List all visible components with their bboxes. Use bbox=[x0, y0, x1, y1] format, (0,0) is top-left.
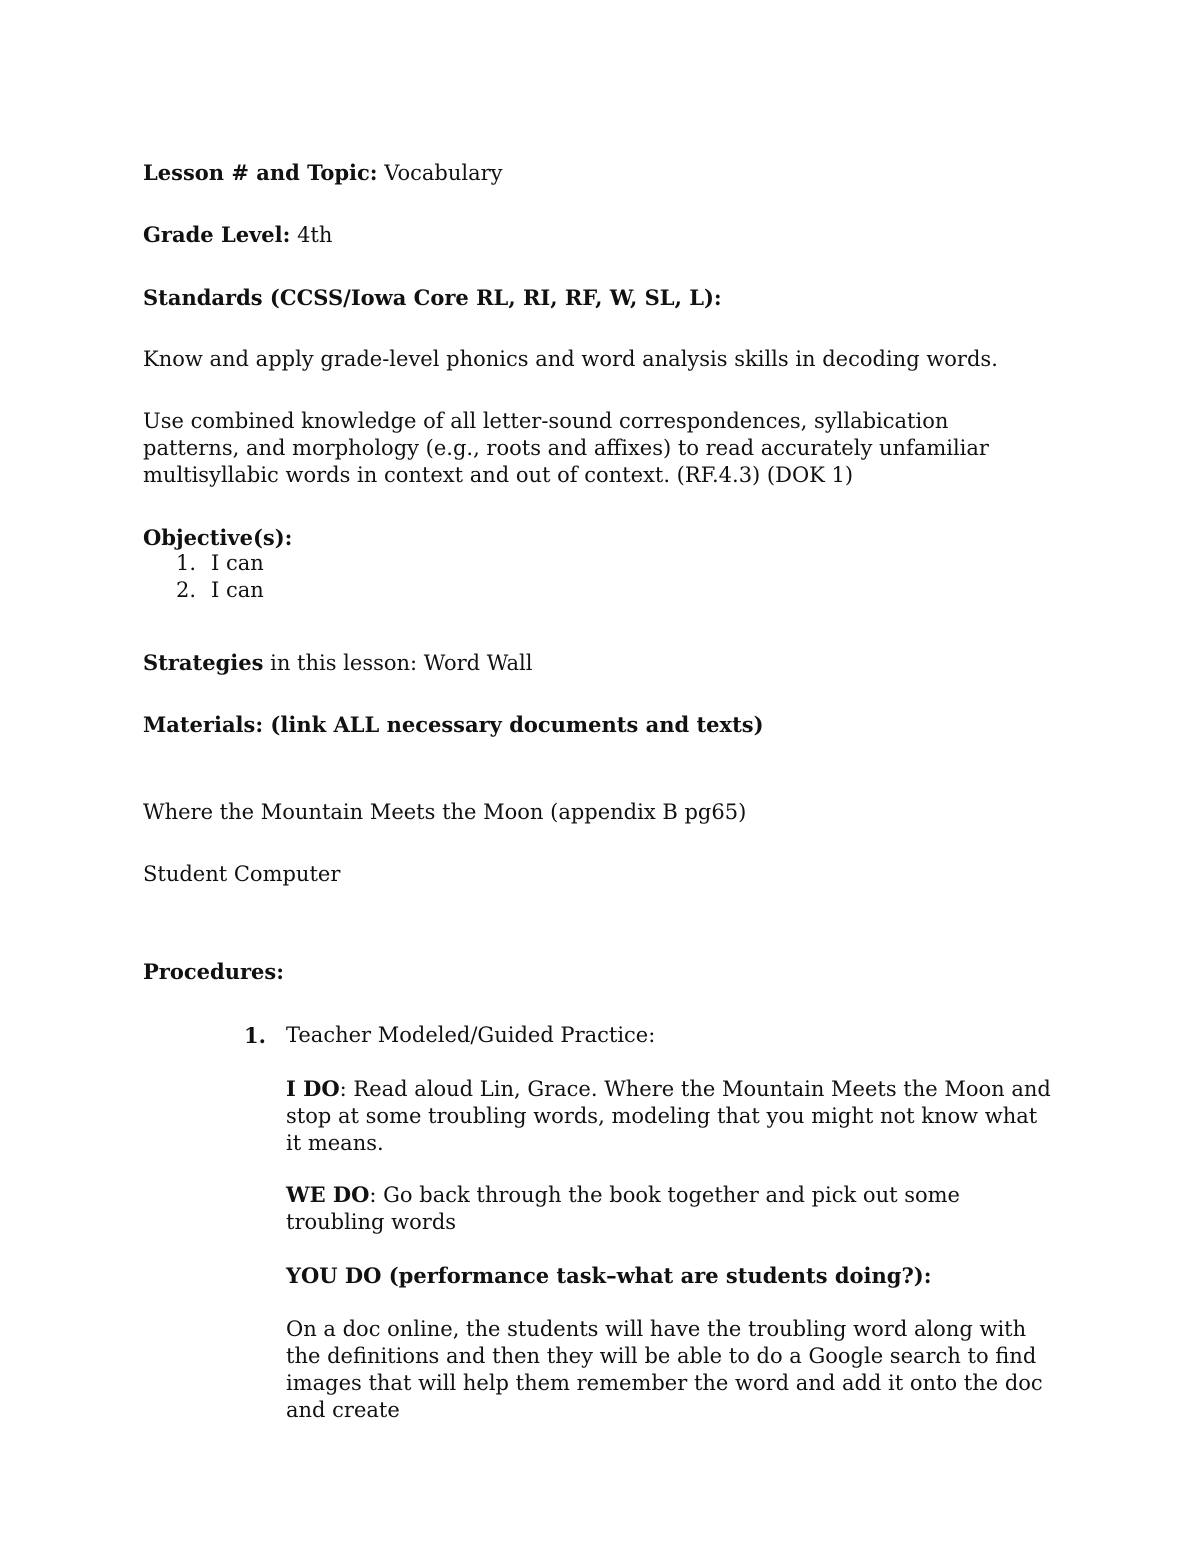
objective-number: 1. bbox=[176, 551, 197, 575]
procedure-step-number: 1. bbox=[244, 1023, 266, 1048]
you-do-heading: YOU DO (performance task–what are students doing?): bbox=[286, 1263, 932, 1288]
i-do-label: I DO bbox=[286, 1076, 340, 1101]
you-do-paragraph: On a doc online, the students will have the troubling word along with the definitions and then they will be able to do a Google search to find images that will help them remember the word and add it onto the doc and create bbox=[286, 1317, 1043, 1422]
objective-text: I can bbox=[211, 578, 264, 602]
grade-level-line bbox=[143, 221, 332, 249]
we-do-label: WE DO bbox=[286, 1182, 370, 1207]
objective-number: 2. bbox=[176, 578, 197, 602]
procedures-heading: Procedures: bbox=[143, 959, 284, 984]
objective-text: I can bbox=[211, 551, 264, 575]
i-do-paragraph bbox=[286, 1075, 1056, 1157]
lesson-topic-value: Vocabulary bbox=[377, 161, 503, 185]
materials-heading: Materials: (link ALL necessary documents and texts) bbox=[143, 712, 764, 737]
objective-item bbox=[176, 550, 264, 577]
standard-line-1: Know and apply grade-level phonics and word analysis skills in decoding words. bbox=[143, 347, 998, 371]
material-item-computer: Student Computer bbox=[143, 862, 341, 886]
strategies-line bbox=[143, 649, 532, 677]
objectives-heading: Objective(s): bbox=[143, 525, 293, 550]
procedure-step-title: Teacher Modeled/Guided Practice: bbox=[286, 1023, 656, 1047]
objective-item bbox=[176, 577, 264, 604]
we-do-paragraph bbox=[286, 1181, 1056, 1236]
lesson-topic-label: Lesson # and Topic: bbox=[143, 160, 378, 185]
we-do-text: : Go back through the book together and pick out some troubling words bbox=[286, 1183, 960, 1234]
strategies-text: in this lesson: Word Wall bbox=[263, 651, 533, 675]
material-item-book: Where the Mountain Meets the Moon (appendix B pg65) bbox=[143, 800, 747, 824]
grade-level-value: 4th bbox=[290, 223, 333, 247]
standard-paragraph: Use combined knowledge of all letter-sound correspondences, syllabication patterns, and morphology (e.g., roots and affixes) to read accurately unfamiliar multisyllabic words in context and out of context. (RF.4.3) (DOK 1) bbox=[143, 409, 989, 487]
i-do-text: : Read aloud Lin, Grace. Where the Mountain Meets the Moon and stop at some troubling words, modeling that you might not know what it means. bbox=[286, 1077, 1051, 1155]
standards-heading: Standards (CCSS/Iowa Core RL, RI, RF, W, SL, L): bbox=[143, 285, 722, 310]
grade-level-label: Grade Level: bbox=[143, 222, 291, 247]
strategies-label: Strategies bbox=[143, 650, 264, 675]
lesson-topic-line bbox=[143, 159, 503, 187]
